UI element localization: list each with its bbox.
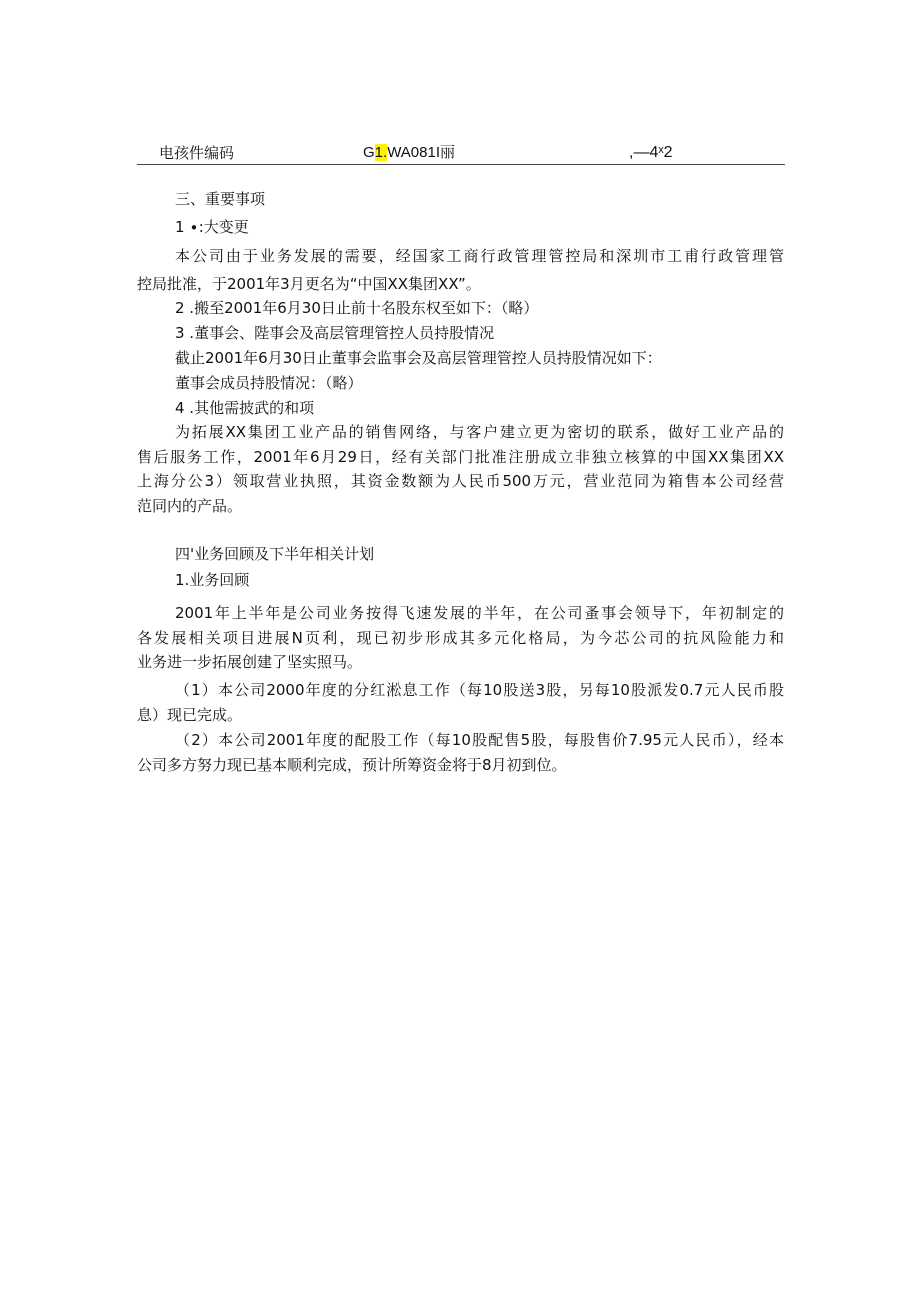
paragraph-4-line-4: 范同内的产品。	[137, 497, 243, 515]
section-3-item-2: 2 .搬至2001年6月30日止前十名股东权至如下：（略）	[175, 299, 539, 317]
paragraph-4-line-3: 上海分公3）领取营业执照，其资金数额为人民币500万元，营业范同为箱售本公司经营	[137, 472, 784, 490]
section-4-item-1: 1.业务回顾	[175, 571, 250, 589]
paragraph-2: 截止2001年6月30日止董事会监事会及高层管理管控人员持股情况如下：	[175, 349, 662, 367]
paragraph-4-line-1: 为拓展XX集团工业产品的销售网络，与客户建立更为密切的联系，做好工业产品的	[175, 423, 784, 441]
paragraph-5-line-2: 各发展相关项目进展N页利，现已初步形成其多元化格局，为今芯公司的抗风险能力和	[137, 629, 784, 647]
header-code	[363, 144, 455, 162]
section-3-item-4: 4 .其他需披武的和项	[175, 399, 315, 417]
paragraph-6-line-2: 息）现已完成。	[137, 706, 243, 724]
paragraph-1-line-2: 控局批准，于2001年3月更名为“中国XX集团XX”。	[137, 275, 481, 293]
header-code-highlight: 1.	[374, 144, 388, 161]
paragraph-7-line-2: 公司多方努力现已基本顺利完成，预计所筹资金将于8月初到位。	[137, 756, 567, 774]
paragraph-5-line-1: 2001年上半年是公司业务按得飞速发展的半年，在公司蚤事会领导下，年初制定的	[175, 604, 784, 622]
header-code-prefix: G	[363, 144, 375, 161]
header-left-text: 电孩件编码	[159, 144, 235, 162]
paragraph-7-line-1: （2）本公司2001年度的配股工作（每10股配售5股，每股售价7.95元人民币），经本	[175, 731, 784, 749]
section-3-item-1: 1 ∙:大变更	[175, 218, 249, 236]
section-3-title: 三、重要事项	[175, 190, 266, 208]
header-code-suffix: WA081I丽	[387, 144, 455, 161]
section-3-item-3: 3 .董事会、陛事会及高层管理管控人员持股情况	[175, 324, 495, 342]
paragraph-3: 董事会成员持股情况：（略）	[175, 374, 363, 392]
paragraph-4-line-2: 售后服务工作，2001年6月29日，经有关部门批准注册成立非独立核算的中国XX集团XX	[137, 448, 784, 466]
header-right-text: ,—4ˣ2	[629, 144, 673, 161]
paragraph-6-line-1: （1）本公司2000年度的分红淞息工作（每10股送3股，另每10股派发0.7元人民币股	[175, 681, 784, 699]
page-header	[137, 138, 785, 165]
section-4-title: 四'业务回顾及下半年相关计划	[175, 545, 375, 563]
paragraph-5-line-3: 业务进一步拓展创建了坚实照马。	[137, 653, 363, 671]
paragraph-1-line-1: 本公司由于业务发展的需要，经国家工商行政管理管控局和深圳市工甫行政管理管	[175, 247, 784, 265]
